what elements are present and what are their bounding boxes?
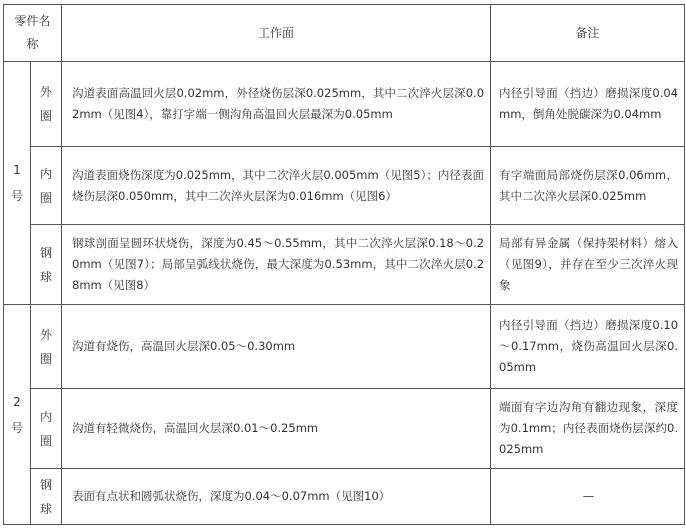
table-row — [4, 62, 685, 147]
results-table — [3, 4, 685, 525]
table-row — [4, 225, 685, 305]
remarks-cell: 内径引导面（挡边）磨损深度0.04mm，倒角处脱碳深为0.04mm — [491, 62, 685, 147]
work-surface-cell: 沟道表面高温回火层0.02mm，外径烧伤层深0.025mm，其中二次淬火层深0.02mm（见图4），靠打字端一侧沟角高温回火层最深为0.05mm — [62, 62, 491, 147]
group-label-2: 2号 — [4, 305, 31, 525]
work-surface-cell: 沟道表面烧伤深度为0.025mm，其中二次淬火层0.005mm（见图5）；内径表面烧伤层深0.050mm，其中二次淬火层深为0.016mm（见图6） — [62, 147, 491, 225]
header-remarks: 备注 — [491, 5, 685, 62]
work-surface-cell: 表面有点状和圆弧状烧伤，深度为0.04～0.07mm（见图10） — [62, 469, 491, 525]
work-surface-cell: 钢球剖面呈圆环状烧伤，深度为0.45～0.55mm，其中二次淬火层深0.18～0.20mm（见图7）；局部呈弧线状烧伤，最大深度为0.53mm，其中二次淬火层0.28mm（见图8） — [62, 225, 491, 305]
header-row — [4, 5, 685, 62]
header-work-surface: 工作面 — [62, 5, 491, 62]
part-cell: 内圈 — [31, 389, 62, 469]
part-cell: 内圈 — [31, 147, 62, 225]
remarks-cell: — — [491, 469, 685, 525]
table-row — [4, 305, 685, 389]
remarks-cell: 端面有字边沟角有翻边现象，深度为0.1mm；内径表面烧伤层深约0.025mm — [491, 389, 685, 469]
remarks-cell: 有字端面局部烧伤层深0.06mm，其中二次淬火层深0.025mm — [491, 147, 685, 225]
work-surface-cell: 沟道有轻微烧伤，高温回火层深0.01～0.25mm — [62, 389, 491, 469]
part-cell: 钢球 — [31, 225, 62, 305]
table-row — [4, 469, 685, 525]
part-cell: 外圈 — [31, 62, 62, 147]
header-part-name: 零件名称 — [4, 5, 62, 62]
remarks-cell: 局部有异金属（保持架材料）熔入（见图9），并存在至少三次淬火现象 — [491, 225, 685, 305]
table-row — [4, 147, 685, 225]
group-label-1: 1号 — [4, 62, 31, 305]
work-surface-cell: 沟道有烧伤，高温回火层深0.05～0.30mm — [62, 305, 491, 389]
table-row — [4, 389, 685, 469]
remarks-cell: 内径引导面（挡边）磨损深度0.10～0.17mm，烧伤高温回火层深0.05mm — [491, 305, 685, 389]
part-cell: 外圈 — [31, 305, 62, 389]
part-cell: 钢球 — [31, 469, 62, 525]
